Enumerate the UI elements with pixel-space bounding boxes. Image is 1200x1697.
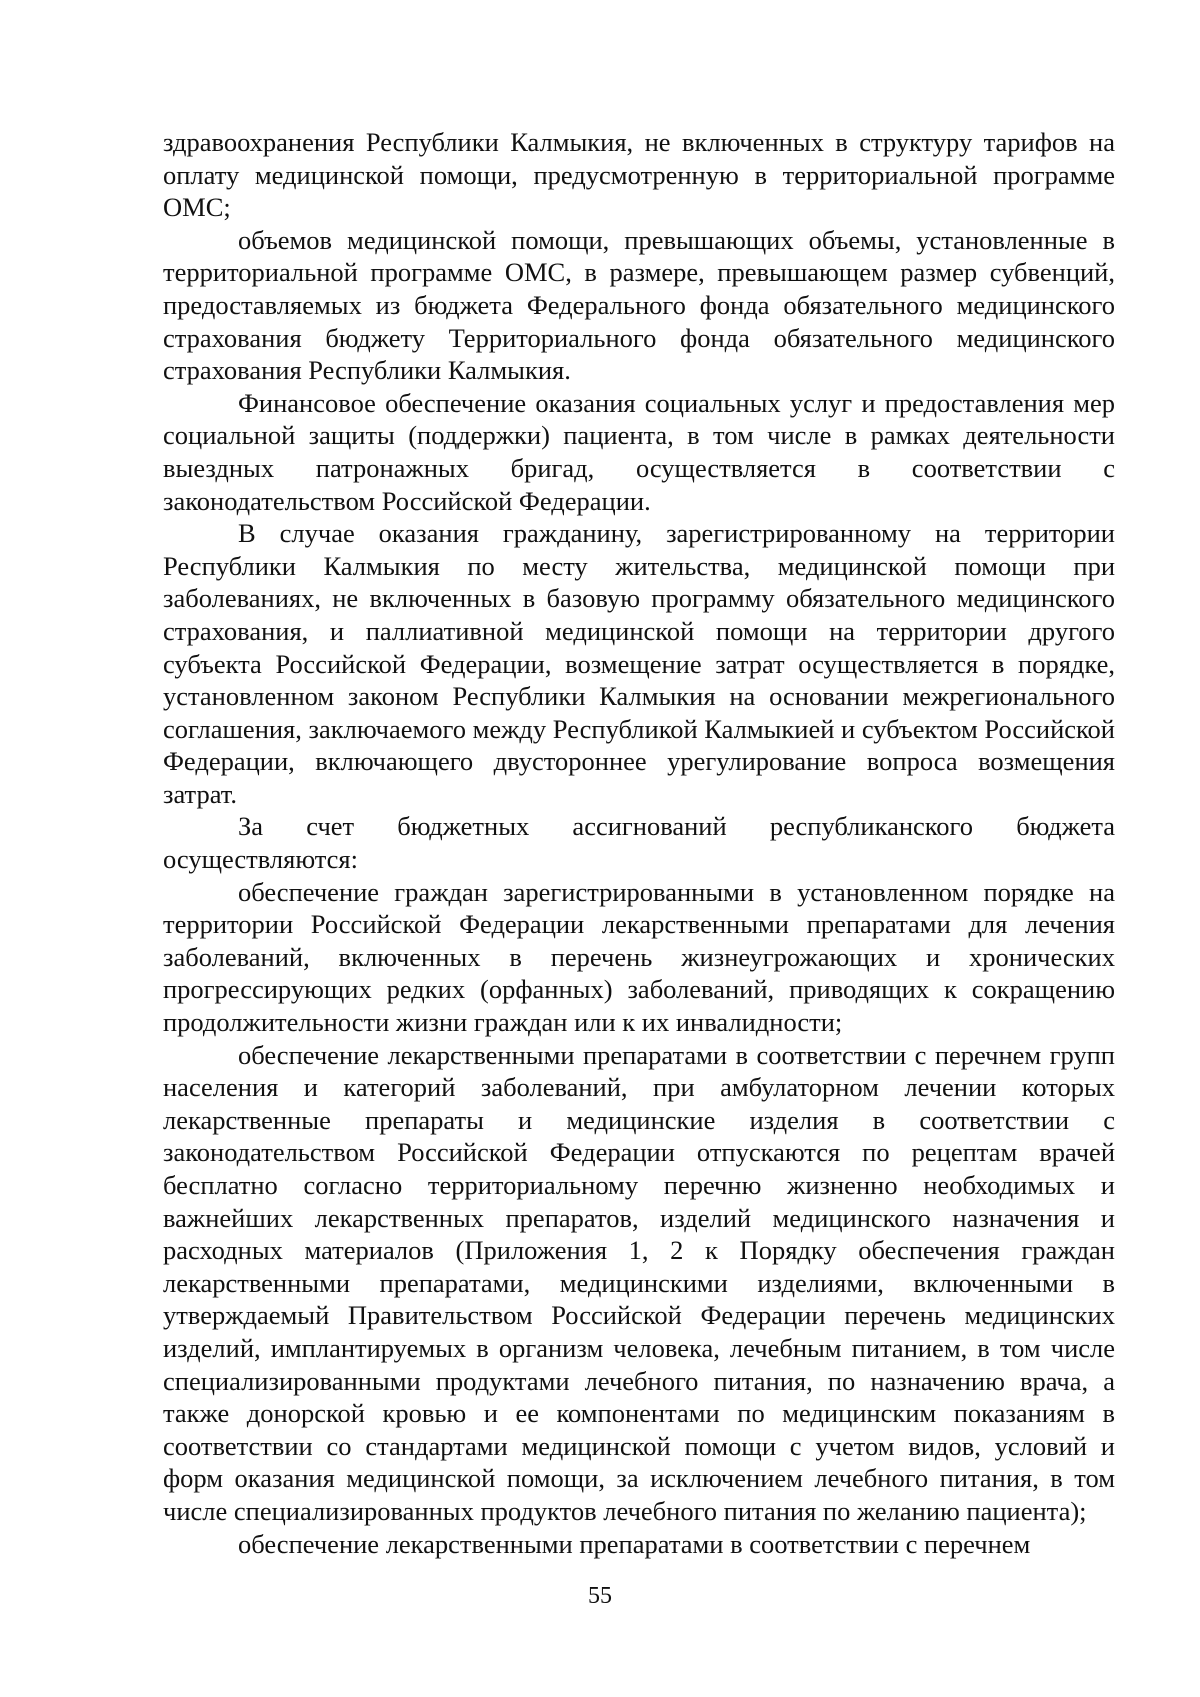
paragraph-drug-provision: обеспечение лекарственными препаратами в соответствии с перечнем групп населения и категорий заболеваний, при амбулаторном лечении которых лекарственные препараты и медицинские изделия в соответствии с законодательством Российской Федерации отпускаются по рецептам врачей бесплатно согласно территориальному перечню жизненно необходимых и важнейших лекарственных препаратов, изделий медицинского назначения и расходных материалов (Приложения 1, 2 к Порядку обеспечения граждан лекарственными препаратами, медицинскими изделиями, включенными в утверждаемый Правительством Российской Федерации перечень медицинских изделий, имплантируемых в организм человека, лечебным питанием, в том числе специализированными продуктами лечебного питания, по назначению врача, а также донорской кровью и ее компонентами по медицинским показаниям в соответствии со стандартами медицинской помощи с учетом видов, условий и форм оказания медицинской помощи, за исключением лечебного питания, в том числе специализированных продуктов лечебного питания по желанию пациента); [163, 1039, 1115, 1526]
page-number: 55 [588, 1583, 612, 1609]
paragraph-medical-volumes: объемов медицинской помощи, превышающих объемы, установленные в территориальной программе ОМС, в размере, превышающем размер субвенций, предоставляемых из бюджета Федерального фонда обязательного медицинского страхования бюджету Территориального фонда обязательного медицинского страхования Республики Калмыкия. [163, 224, 1115, 386]
document-body [163, 126, 1115, 1560]
paragraph-budget-allocations: За счет бюджетных ассигнований республиканского бюджета осуществляются: [163, 811, 1115, 875]
paragraph-continuation: здравоохранения Республики Калмыкия, не включенных в структуру тарифов на оплату медицинской помощи, предусмотренную в территориальной программе ОМС; [163, 127, 1115, 223]
paragraph-orphan-diseases: обеспечение граждан зарегистрированными в установленном порядке на территории Российской Федерации лекарственными препаратами для лечения заболеваний, включенных в перечень жизнеугрожающих и хронических прогрессирующих редких (орфанных) заболеваний, приводящих к сокращению продолжительности жизни граждан или к их инвалидности; [163, 876, 1115, 1038]
paragraph-interregional-reimbursement: В случае оказания гражданину, зарегистрированному на территории Республики Калмыкия по месту жительства, медицинской помощи при заболеваниях, не включенных в базовую программу обязательного медицинского страхования, и паллиативной медицинской помощи на территории другого субъекта Российской Федерации, возмещение затрат осуществляется в порядке, установленном законом Республики Калмыкия на основании межрегионального соглашения, заключаемого между Республикой Калмыкией и субъектом Российской Федерации, включающего двустороннее урегулирование вопроса возмещения затрат. [163, 518, 1115, 809]
paragraph-drug-provision-continued: обеспечение лекарственными препаратами в соответствии с перечнем [238, 1528, 1031, 1559]
paragraph-social-services: Финансовое обеспечение оказания социальных услуг и предоставления мер социальной защиты (поддержки) пациента, в том числе в рамках деятельности выездных патронажных бригад, осуществляется в соответствии с законодательством Российской Федерации. [163, 387, 1115, 516]
